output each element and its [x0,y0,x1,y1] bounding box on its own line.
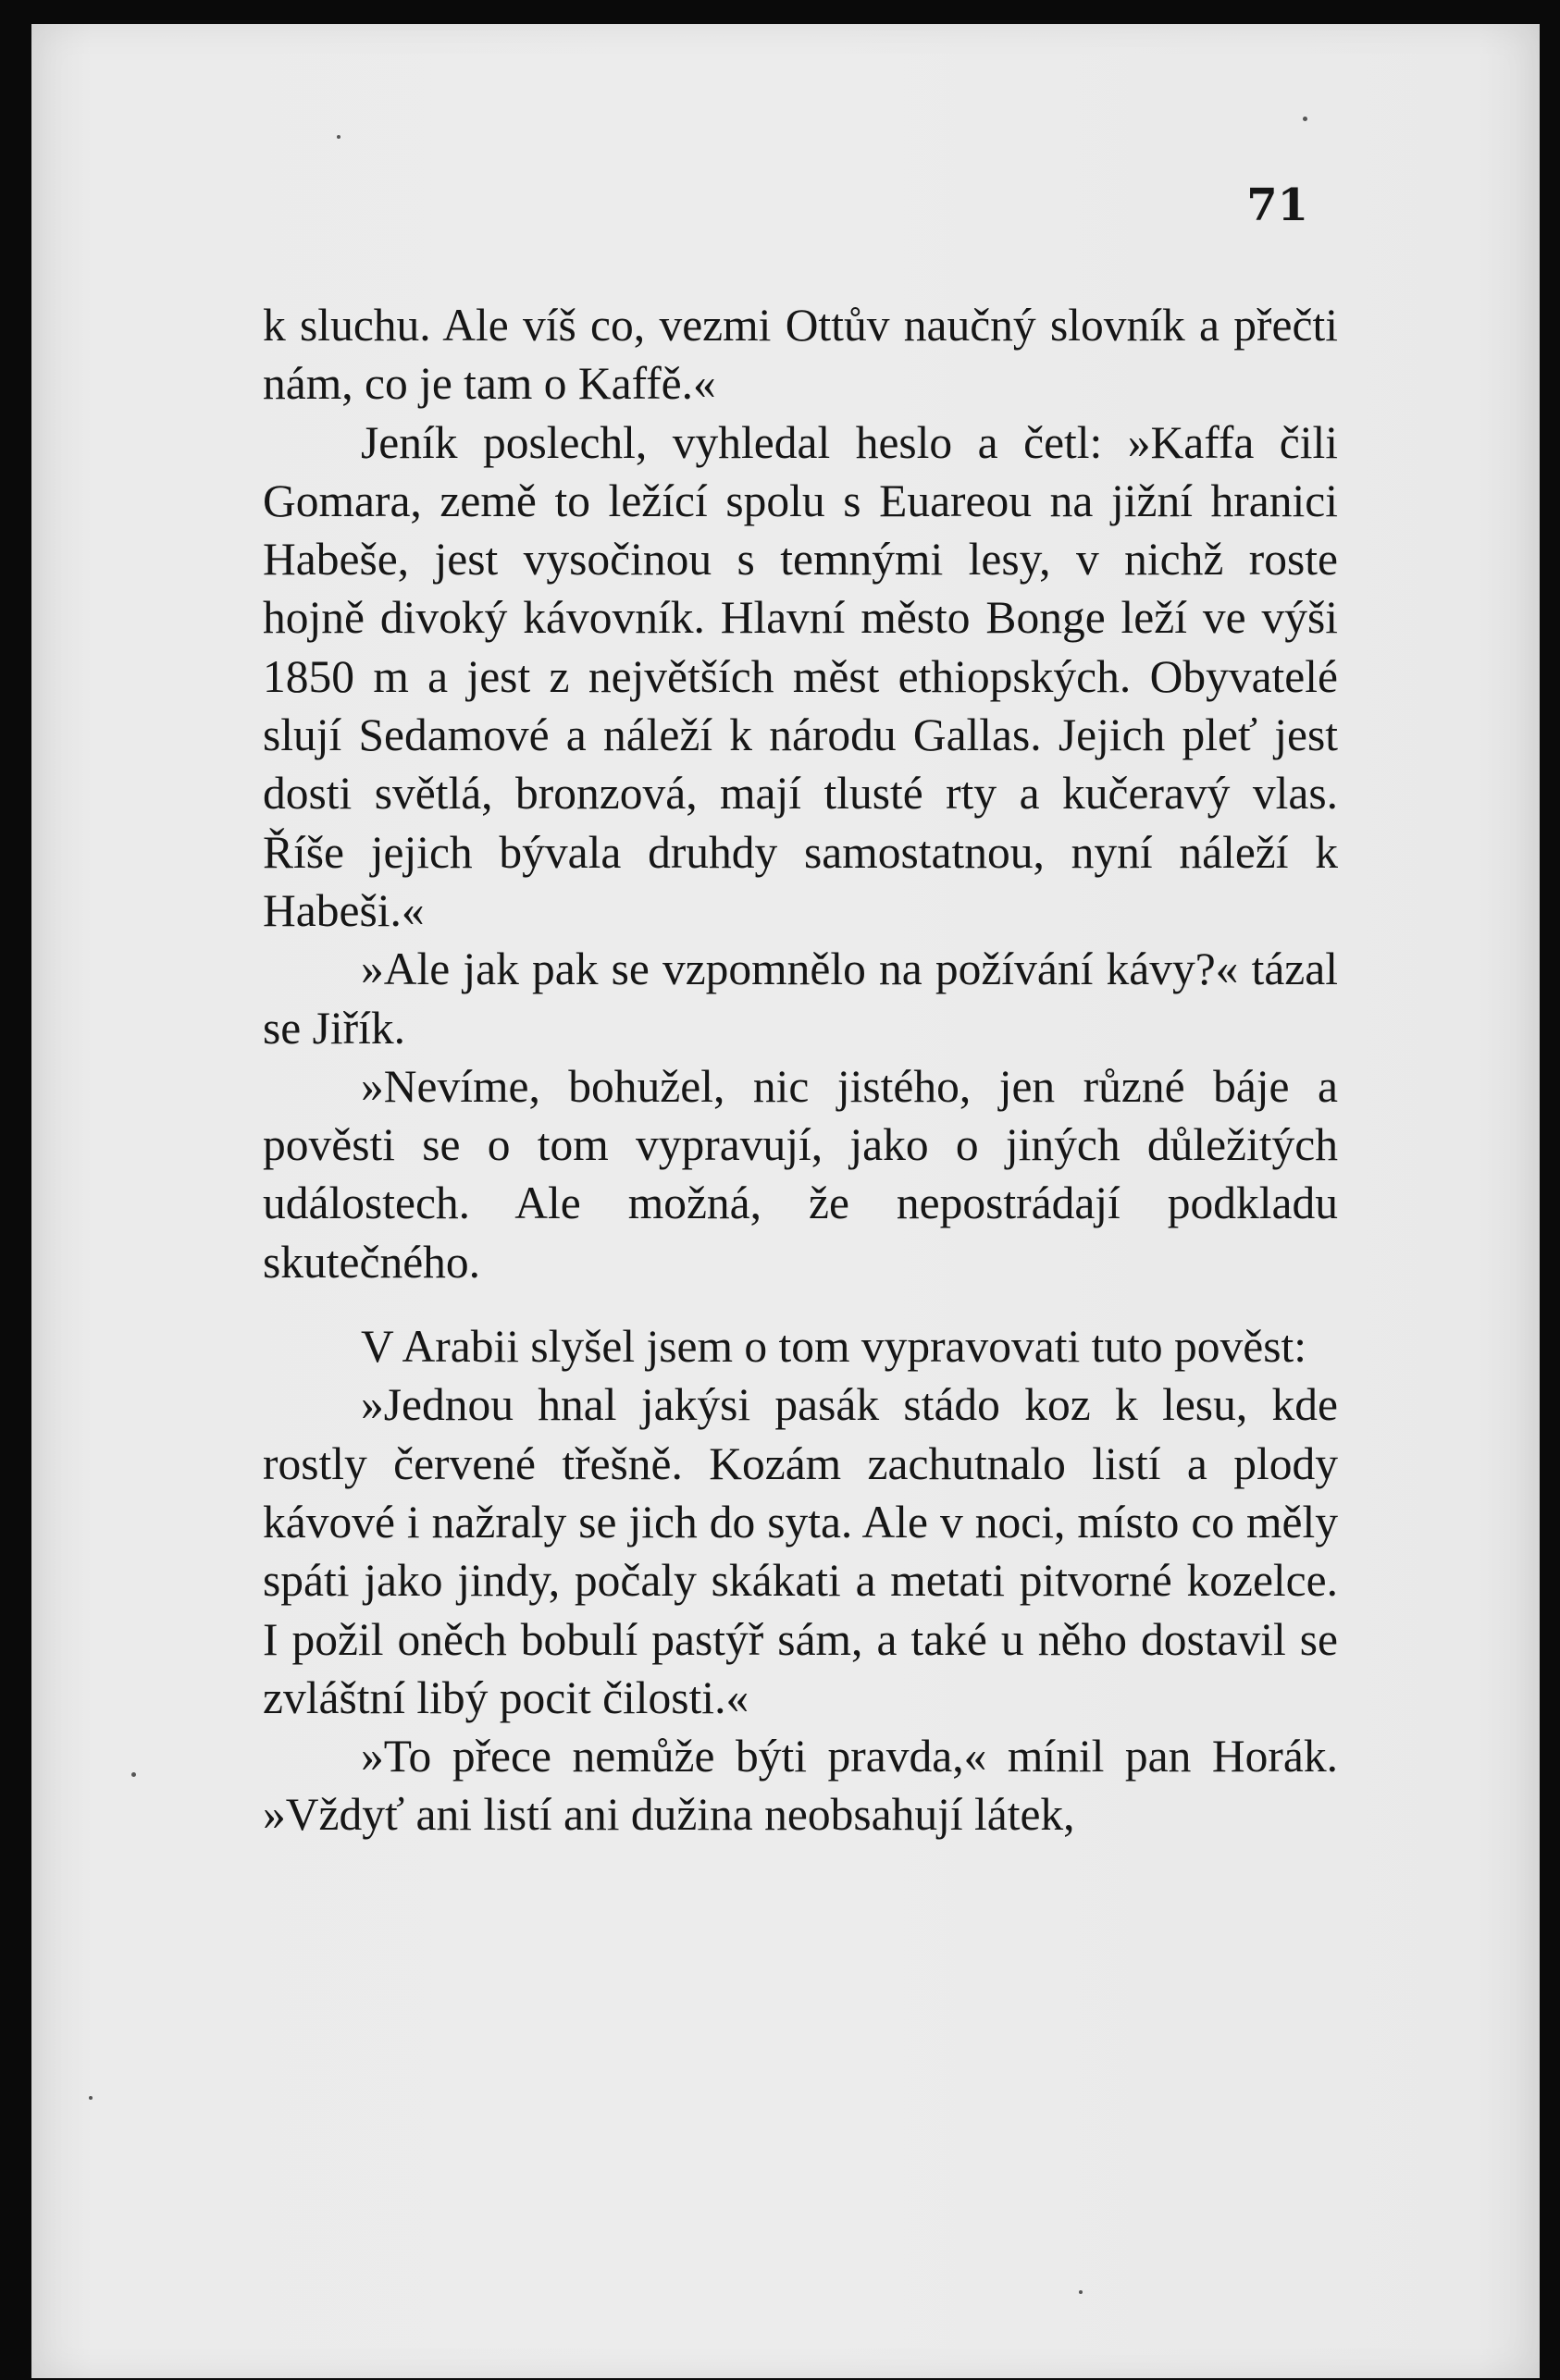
paragraph: »Ale jak pak se vzpomnělo na požívání kávy?« tázal se Jiřík. [263,943,1338,1054]
paragraph: V Arabii slyšel jsem o tom vypravovati tuto pověst: [361,1321,1307,1373]
paragraph: »To přece nemůže býti pravda,« mínil pan Horák. »Vždyť ani listí ani dužina neobsahují látek, [263,1731,1338,1841]
body-text [263,296,1338,1844]
paper-speck [1079,2290,1083,2294]
book-page [31,24,1540,2378]
paper-speck [1303,117,1307,121]
paper-speck [131,1772,136,1777]
page-number: 71 [1246,179,1308,231]
paragraph: »Jednou hnal jakýsi pasák stádo koz k lesu, kde rostly červené třešně. Kozám zachutnalo listí a plody kávové i nažraly se jich do syta. Ale v noci, místo co měly spáti jako jindy, počaly skákati a metati pitvorné kozelce. I požil oněch bobulí pastýř sám, a také u něho dostavil se zvláštní libý pocit čilosti.« [263,1379,1338,1723]
paragraph: k sluchu. Ale víš co, vezmi Ottův naučný slovník a přečti nám, co je tam o Kaffě.« [263,300,1338,410]
paragraph: Jeník poslechl, vyhledal heslo a četl: »Kaffa čili Gomara, země to ležící spolu s Euareou na jižní hranici Habeše, jest vysočinou s temnými lesy, v nichž roste hojně divoký kávovník. Hlavní město Bonge leží ve výši 1850 m a jest z největších měst ethiopských. Obyvatelé slují Sedamové a náleží k národu Gallas. Jejich pleť jest dosti světlá, bronzová, mají tlusté rty a kučeravý vlas. Říše jejich bývala druhdy samostatnou, nyní náleží k Habeši.« [263,416,1338,936]
paragraph: »Nevíme, bohužel, nic jistého, jen různé báje a pověsti se o tom vypravují, jako o jiných důležitých událostech. Ale možná, že nepostrádají podkladu skutečného. [263,1060,1338,1288]
paper-speck [337,135,340,139]
paper-speck [89,2096,93,2100]
